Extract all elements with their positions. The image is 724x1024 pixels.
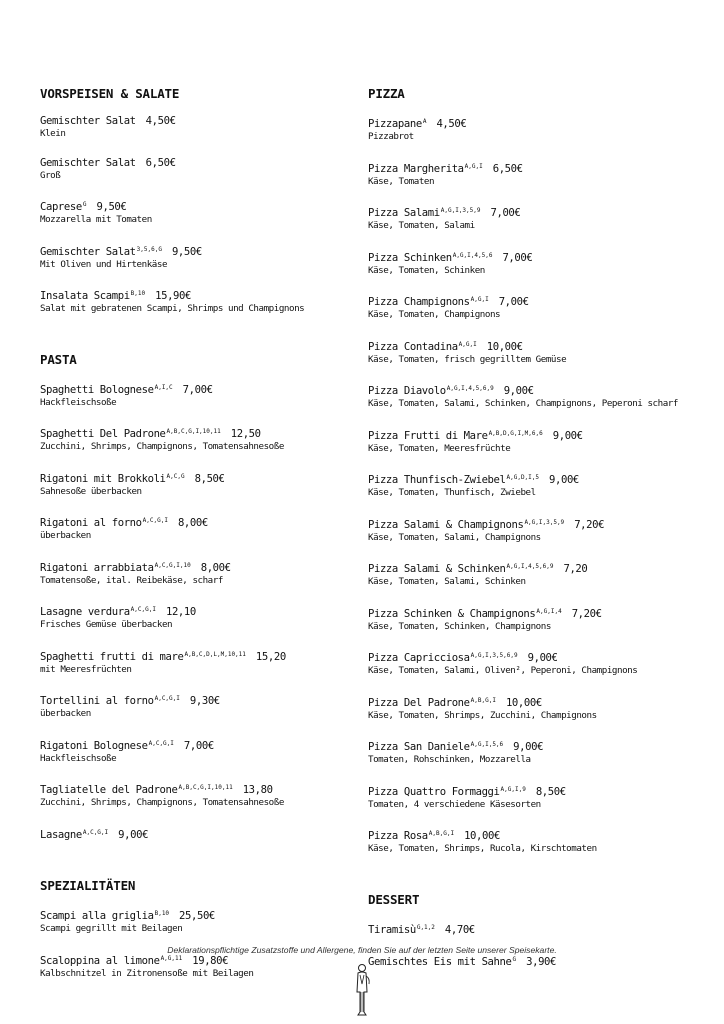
- menu-item-list: [40, 907, 352, 980]
- menu-item-heading: [40, 907, 352, 923]
- menu-item-name: Pizza Del Padrone: [368, 696, 470, 709]
- menu-item: [368, 953, 698, 969]
- menu-item-name: Tortellini al forno: [40, 695, 154, 707]
- menu-item-list: [40, 115, 352, 315]
- menu-item-list: [40, 381, 352, 842]
- menu-item-heading: [40, 826, 352, 842]
- menu-item-name: Spaghetti Bolognese: [40, 383, 154, 396]
- menu-item-price: 9,00€: [118, 828, 149, 841]
- menu-item-price: 8,50€: [194, 472, 225, 485]
- menu-item: [368, 921, 698, 937]
- menu-item-name: Pizza Capricciosa: [368, 652, 470, 664]
- allergen-codes: A,B,G,I: [470, 696, 496, 704]
- menu-column-right: [368, 86, 698, 986]
- menu-item-heading: [40, 425, 352, 441]
- allergen-codes: A,G,I,5,6: [470, 741, 504, 748]
- menu-item-name: Pizza Rosa: [368, 830, 428, 842]
- menu-item-price: 9,30€: [189, 695, 220, 707]
- menu-item-heading: [368, 204, 698, 220]
- menu-item-description: Sahnesoße überbacken: [40, 485, 142, 497]
- menu-item-description: Hackfleischsoße: [40, 752, 117, 764]
- allergen-codes: A,G,I,3,5,9: [440, 207, 481, 214]
- allergen-codes: A,I,C: [154, 383, 173, 391]
- allergen-codes: A,B,D,G,I,M,6,6: [488, 429, 543, 437]
- menu-item-name: Rigatoni arrabbiata: [40, 561, 154, 574]
- menu-item-price: 6,50€: [145, 156, 176, 169]
- menu-item-heading: [368, 160, 698, 176]
- menu-item-description: Käse, Tomaten, Thunfisch, Zwiebel: [368, 487, 536, 498]
- menu-item-name: Lasagne: [40, 828, 82, 841]
- menu-item-heading: [40, 781, 352, 797]
- menu-item: [40, 157, 352, 182]
- menu-item-price: 4,70€: [444, 923, 475, 936]
- menu-item-name: Pizza Salami & Schinken: [368, 563, 506, 575]
- menu-item-name: Rigatoni al forno: [40, 517, 142, 529]
- menu-item-description: Scampi gegrillt mit Beilagen: [40, 923, 183, 934]
- menu-item-price: 15,20: [255, 650, 286, 663]
- allergen-codes: A,G,I,3,5,9: [524, 518, 565, 526]
- menu-item: [40, 381, 352, 409]
- menu-item: [368, 827, 698, 855]
- menu-item-name: Pizza San Daniele: [368, 741, 470, 753]
- menu-item: [368, 204, 698, 232]
- menu-item-price: 9,00€: [549, 474, 579, 486]
- menu-item-description: Klein: [40, 128, 66, 139]
- allergen-codes: A,B,G,I: [428, 830, 455, 837]
- allergen-codes: A,G,I,4,5,6: [452, 251, 493, 259]
- menu-item: [368, 249, 698, 277]
- menu-item-name: Lasagne verdura: [40, 606, 130, 618]
- menu-item-heading: [368, 516, 698, 532]
- menu-item-description: Käse, Tomaten, Schinken: [368, 264, 485, 276]
- menu-item-heading: [368, 783, 698, 799]
- menu-item-description: Hackfleischsoße: [40, 396, 117, 408]
- menu-item-price: 9,00€: [513, 741, 544, 753]
- menu-item-price: 9,00€: [503, 385, 534, 397]
- menu-item-heading: [368, 649, 698, 665]
- allergen-codes: B,10: [130, 290, 146, 297]
- menu-item-price: 25,50€: [179, 910, 215, 922]
- menu-item: [368, 293, 698, 321]
- menu-item-heading: [40, 737, 352, 753]
- menu-item-description: Käse, Tomaten, Meeresfrüchte: [368, 442, 511, 454]
- menu-item-price: 7,00€: [490, 207, 521, 219]
- allergen-note: Deklarationspflichtige Zusatzstoffe und Allergene, finden Sie auf der letzten Seite unserer Speisekarte.: [167, 945, 557, 955]
- menu-item-price: 10,00€: [486, 340, 523, 353]
- menu-item: [368, 783, 698, 811]
- menu-item-price: 8,00€: [200, 561, 231, 574]
- allergen-codes: A,G,11: [160, 954, 183, 962]
- menu-item: [368, 471, 698, 499]
- allergen-codes: A: [422, 118, 427, 125]
- allergen-codes: A,G,I: [470, 296, 489, 303]
- allergen-codes: A,C,G,I,10: [154, 561, 191, 569]
- allergen-codes: A,C,G,I: [82, 828, 109, 836]
- menu-item-name: Rigatoni mit Brokkoli: [40, 472, 166, 485]
- menu-item-heading: [368, 605, 698, 621]
- menu-item: [40, 603, 352, 631]
- menu-item-description: überbacken: [40, 708, 91, 719]
- menu-item-name: Gemischter Salat: [40, 115, 136, 127]
- menu-item-name: Pizza Thunfisch-Zwiebel: [368, 474, 506, 486]
- menu-item: [368, 694, 698, 722]
- menu-item-name: Rigatoni Bolognese: [40, 739, 148, 752]
- allergen-codes: A,B,C,G,I,10,11: [178, 784, 233, 791]
- menu-item-description: überbacken: [40, 530, 91, 541]
- menu-item-price: 9,50€: [171, 245, 202, 258]
- menu-item: [40, 648, 352, 676]
- menu-item-price: 7,00€: [183, 739, 214, 752]
- menu-item-description: Käse, Tomaten, Salami, Schinken: [368, 576, 526, 587]
- menu-item-description: Käse, Tomaten, Champignons: [368, 309, 501, 320]
- menu-item-heading: [40, 198, 352, 214]
- allergen-codes: A,G,I: [458, 340, 477, 348]
- menu-item: [40, 287, 352, 315]
- menu-item-price: 12,50: [230, 428, 261, 440]
- allergen-codes: A,B,C,D,L,M,10,11: [184, 650, 246, 658]
- menu-item-name: Spaghetti Del Padrone: [40, 428, 166, 440]
- menu-item-name: Tagliatelle del Padrone: [40, 784, 178, 796]
- section-spacer: [368, 872, 698, 892]
- menu-item: [368, 516, 698, 544]
- menu-item-heading: [40, 381, 352, 397]
- menu-item-heading: [368, 560, 698, 576]
- menu-item-heading: [368, 921, 698, 937]
- menu-item: [40, 559, 352, 587]
- menu-item: [368, 382, 698, 410]
- menu-item: [368, 160, 698, 188]
- menu-item-name: Caprese: [40, 201, 82, 213]
- menu-item-description: Tomaten, 4 verschiedene Käsesorten: [368, 798, 541, 810]
- menu-item: [40, 826, 352, 842]
- section-title-spezialitäten: SPEZIALITÄTEN: [40, 878, 136, 893]
- menu-item-heading: [40, 559, 352, 575]
- menu-item: [40, 425, 352, 453]
- menu-item-heading: [368, 382, 698, 398]
- menu-item-name: Insalata Scampi: [40, 290, 130, 302]
- menu-item-price: 3,90€: [526, 956, 556, 968]
- menu-item-price: 7,00€: [498, 296, 529, 308]
- menu-item-description: Mozzarella mit Tomaten: [40, 214, 152, 225]
- menu-item-name: Tiramisù: [368, 923, 416, 936]
- menu-item-price: 9,00€: [527, 652, 558, 664]
- menu-item: [368, 605, 698, 633]
- menu-item-price: 6,50€: [492, 162, 523, 175]
- menu-item-heading: [368, 827, 698, 843]
- menu-item-description: Pizzabrot: [368, 131, 414, 142]
- menu-item-name: Pizza Salami & Champignons: [368, 518, 524, 531]
- menu-item-description: Käse, Tomaten, Schinken, Champignons: [368, 620, 551, 632]
- menu-item: [40, 115, 352, 140]
- allergen-codes: A,C,G,I: [130, 606, 156, 613]
- menu-item-heading: [368, 953, 698, 969]
- menu-item-heading: [40, 514, 352, 530]
- menu-item-description: Salat mit gebratenen Scampi, Shrimps und Champignons: [40, 303, 305, 314]
- menu-item-description: Käse, Tomaten, Salami, Oliven², Peperoni, Champignons: [368, 665, 638, 676]
- allergen-codes: A,G,I,3,5,6,9: [470, 652, 518, 659]
- menu-item-name: Scaloppina al limone: [40, 954, 160, 967]
- menu-item-description: Groß: [40, 169, 61, 181]
- menu-item-price: 13,80: [242, 784, 273, 796]
- allergen-codes: A,G,I,9: [500, 785, 526, 793]
- menu-item-name: Pizzapane: [368, 118, 422, 130]
- menu-item-heading: [40, 287, 352, 303]
- menu-item-heading: [368, 694, 698, 710]
- section-spacer: [40, 858, 352, 878]
- allergen-codes: A,C,G,I: [154, 695, 180, 702]
- menu-item-heading: [368, 293, 698, 309]
- menu-item-description: Zucchini, Shrimps, Champignons, Tomatensahnesoße: [40, 797, 284, 808]
- menu-item-heading: [40, 470, 352, 486]
- section-title-vorspeisen-salate: VORSPEISEN & SALATE: [40, 86, 180, 101]
- menu-item-description: Käse, Tomaten, frisch gegrilltem Gemüse: [368, 353, 567, 365]
- menu-item-name: Pizza Margherita: [368, 162, 464, 175]
- menu-item-heading: [368, 738, 698, 754]
- menu-item-heading: [40, 243, 352, 259]
- menu-item-heading: [368, 115, 698, 131]
- menu-item-description: Tomatensoße, ital. Reibekäse, scharf: [40, 574, 223, 586]
- menu-item-price: 4,50€: [436, 118, 467, 130]
- menu-item-heading: [368, 427, 698, 443]
- menu-item-price: 4,50€: [145, 115, 176, 127]
- menu-item-description: Käse, Tomaten, Salami, Champignons: [368, 531, 541, 543]
- menu-item: [40, 952, 352, 980]
- menu-item-price: 7,20€: [571, 607, 602, 620]
- menu-item-description: Käse, Tomaten, Salami, Schinken, Champignons, Peperoni scharf: [368, 398, 678, 409]
- menu-item-name: Pizza Schinken: [368, 251, 452, 264]
- allergen-codes: A,G,I,4,5,6,9: [446, 385, 494, 392]
- menu-column-left: [40, 86, 352, 996]
- menu-item-name: Pizza Salami: [368, 207, 440, 219]
- allergen-codes: A,G,I,4,5,6,9: [506, 563, 554, 570]
- menu-item-heading: [40, 648, 352, 664]
- menu-item-name: Gemischter Salat: [40, 245, 136, 258]
- allergen-codes: A,B,C,G,I,10,11: [166, 428, 221, 435]
- section-spacer: [40, 332, 352, 352]
- menu-item-name: Pizza Diavolo: [368, 385, 446, 397]
- menu-item: [40, 470, 352, 498]
- menu-item: [40, 907, 352, 935]
- section-title-pasta: PASTA: [40, 351, 77, 367]
- menu-item: [40, 692, 352, 720]
- menu-item-price: 8,00€: [177, 517, 208, 529]
- menu-item: [368, 427, 698, 455]
- menu-item: [40, 243, 352, 271]
- allergen-codes: A,C,G: [166, 472, 185, 480]
- menu-item-description: Käse, Tomaten, Shrimps, Zucchini, Champignons: [368, 709, 597, 721]
- menu-item-name: Pizza Contadina: [368, 340, 458, 353]
- menu-item-list: [368, 115, 698, 855]
- menu-item-price: 15,90€: [155, 290, 191, 302]
- menu-item-price: 10,00€: [464, 830, 500, 842]
- menu-item-description: Mit Oliven und Hirtenkäse: [40, 258, 168, 270]
- menu-item: [40, 737, 352, 765]
- menu-item-price: 9,00€: [552, 429, 583, 442]
- menu-item-name: Gemischtes Eis mit Sahne: [368, 956, 512, 968]
- allergen-codes: A,C,G,I: [148, 739, 174, 747]
- allergen-codes: A,G,I,4: [536, 607, 562, 615]
- menu-item-name: Pizza Quattro Formaggi: [368, 785, 500, 798]
- menu-item-heading: [40, 157, 352, 170]
- allergen-codes: G,1,2: [416, 923, 435, 931]
- allergen-codes: G: [82, 201, 87, 208]
- menu-item-name: Gemischter Salat: [40, 156, 136, 169]
- menu-item-description: Käse, Tomaten, Shrimps, Rucola, Kirschtomaten: [368, 843, 597, 854]
- menu-item-heading: [368, 471, 698, 487]
- menu-item-description: Käse, Tomaten, Salami: [368, 220, 475, 231]
- menu-item-description: mit Meeresfrüchten: [40, 663, 132, 675]
- allergen-codes: B,10: [154, 910, 170, 917]
- allergen-codes: G: [512, 956, 517, 963]
- menu-item-price: 7,20€: [574, 518, 605, 531]
- allergen-codes: 3,5,6,G: [136, 245, 162, 253]
- menu-item-price: 8,50€: [535, 785, 566, 798]
- menu-item-name: Scampi alla griglia: [40, 910, 154, 922]
- menu-item-description: Kalbschnitzel in Zitronensoße mit Beilagen: [40, 967, 254, 979]
- menu-item-heading: [40, 603, 352, 619]
- menu-item-heading: [368, 249, 698, 265]
- allergen-codes: A,G,I: [464, 162, 483, 170]
- menu-item-description: Tomaten, Rohschinken, Mozzarella: [368, 754, 531, 765]
- waiter-figure-icon: [351, 962, 373, 1018]
- menu-item: [368, 560, 698, 588]
- menu-item-heading: [40, 692, 352, 708]
- section-title-pizza: PIZZA: [368, 86, 405, 101]
- menu-item-description: Frisches Gemüse überbacken: [40, 619, 173, 630]
- allergen-codes: A,G,D,I,5: [506, 474, 540, 481]
- menu-item-price: 9,50€: [96, 201, 127, 213]
- menu-item-name: Spaghetti frutti di mare: [40, 650, 184, 663]
- menu-item: [368, 649, 698, 677]
- section-title-dessert: DESSERT: [368, 891, 420, 907]
- menu-item: [368, 738, 698, 766]
- menu-item: [40, 514, 352, 542]
- menu-item: [40, 781, 352, 809]
- menu-item-description: Käse, Tomaten: [368, 175, 435, 187]
- menu-item-price: 7,00€: [182, 383, 213, 396]
- menu-item-heading: [368, 338, 698, 354]
- menu-item: [40, 198, 352, 226]
- menu-item: [368, 338, 698, 366]
- menu-item-price: 19,80€: [192, 954, 229, 967]
- menu-item-price: 7,20: [563, 563, 588, 575]
- menu-item-price: 12,10: [165, 606, 196, 618]
- menu-item-price: 10,00€: [505, 696, 542, 709]
- menu-item-name: Pizza Frutti di Mare: [368, 429, 488, 442]
- allergen-codes: A,C,G,I: [142, 517, 168, 524]
- menu-item-name: Pizza Schinken & Champignons: [368, 607, 536, 620]
- menu-item-name: Pizza Champignons: [368, 296, 470, 308]
- menu-item-heading: [40, 115, 352, 128]
- menu-item: [368, 115, 698, 143]
- menu-item-description: Zucchini, Shrimps, Champignons, Tomatensahnesoße: [40, 441, 284, 452]
- menu-item-price: 7,00€: [502, 251, 533, 264]
